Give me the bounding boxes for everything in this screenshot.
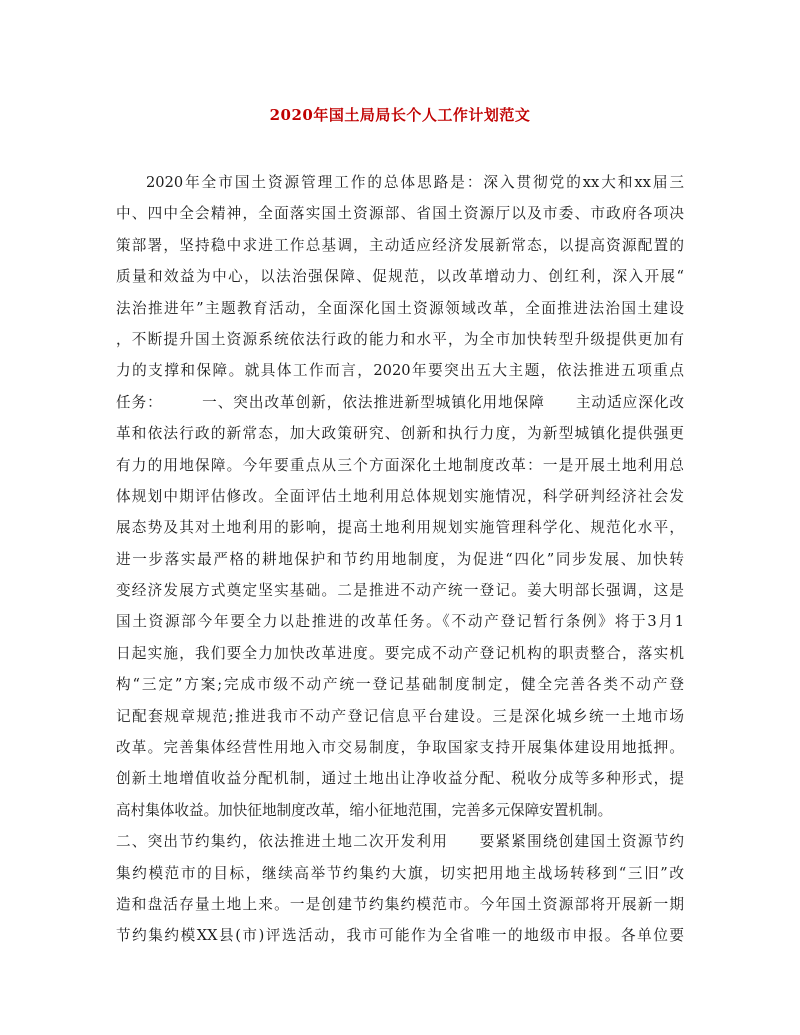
body-line: 策部署，坚持稳中求进工作总基调，主动适应经济发展新常态，以提高资源配置的: [116, 236, 684, 254]
body-line: ，不断提升国土资源系统依法行政的能力和水平，为全市加快转型升级提供更加有: [116, 330, 684, 348]
body-line: 革和依法行政的新常态，加大政策研究、创新和执行力度，为新型城镇化提供强更: [116, 425, 684, 443]
body-line: 造和盘活存量土地上来。一是创建节约集约模范市。今年国土资源部将开展新一期: [116, 895, 684, 913]
body-line: 集约模范市的目标，继续高举节约集约大旗，切实把用地主战场转移到“三旧”改: [116, 864, 684, 882]
body-line: 中、四中全会精神，全面落实国土资源部、省国土资源厅以及市委、市政府各项决: [116, 205, 684, 223]
body-line: 二、突出节约集约，依法推进土地二次开发利用 要紧紧围绕创建国土资源节约: [116, 833, 684, 851]
document-title: 2020年国土局局长个人工作计划范文: [269, 106, 531, 124]
body-line: 2020年全市国土资源管理工作的总体思路是：深入贯彻党的xx大和xx届三: [146, 174, 684, 191]
body-line: 力的支撑和保障。就具体工作而言，2020年要突出五大主题，依法推进五项重点: [116, 362, 684, 380]
body-line: 改革。完善集体经营性用地入市交易制度，争取国家支持开展集体建设用地抵押。: [116, 739, 684, 757]
body-line: 体规划中期评估修改。全面评估土地利用总体规划实施情况，科学研判经济社会发: [116, 487, 684, 505]
body-line: 国土资源部今年要全力以赴推进的改革任务。《不动产登记暂行条例》将于3月1: [116, 613, 684, 631]
body-line: 法治推进年”主题教育活动，全面深化国土资源领域改革，全面推进法治国土建设: [116, 299, 684, 317]
body-line: 任务： 一、突出改革创新，依法推进新型城镇化用地保障 主动适应深化改: [116, 393, 684, 411]
body-line: 变经济发展方式奠定坚实基础。二是推进不动产统一登记。姜大明部长强调，这是: [116, 582, 684, 600]
body-line: 展态势及其对土地利用的影响，提高土地利用规划实施管理科学化、规范化水平，: [116, 519, 684, 537]
body-line: 创新土地增值收益分配机制，通过土地出让净收益分配、税收分成等多种形式，提: [116, 770, 684, 788]
body-line: 节约集约模XX县(市)评选活动，我市可能作为全省唯一的地级市申报。各单位要: [116, 927, 684, 945]
document-body: [116, 167, 684, 952]
body-line: 构“三定”方案;完成市级不动产统一登记基础制度制定，健全完善各类不动产登: [116, 676, 684, 694]
body-line: 有力的用地保障。今年要重点从三个方面深化土地制度改革：一是开展土地利用总: [116, 456, 684, 474]
body-line: 日起实施，我们要全力加快改革进度。要完成不动产登记机构的职责整合，落实机: [116, 644, 684, 662]
body-line: 高村集体收益。加快征地制度改革，缩小征地范围，完善多元保障安置机制。: [116, 801, 613, 819]
body-line: 记配套规章规范;推进我市不动产登记信息平台建设。三是深化城乡统一土地市场: [116, 707, 684, 725]
body-line: 进一步落实最严格的耕地保护和节约用地制度，为促进“四化”同步发展、加快转: [116, 550, 684, 568]
body-line: 质量和效益为中心，以法治强保障、促规范，以改革增动力、创红利，深入开展“: [116, 268, 684, 286]
